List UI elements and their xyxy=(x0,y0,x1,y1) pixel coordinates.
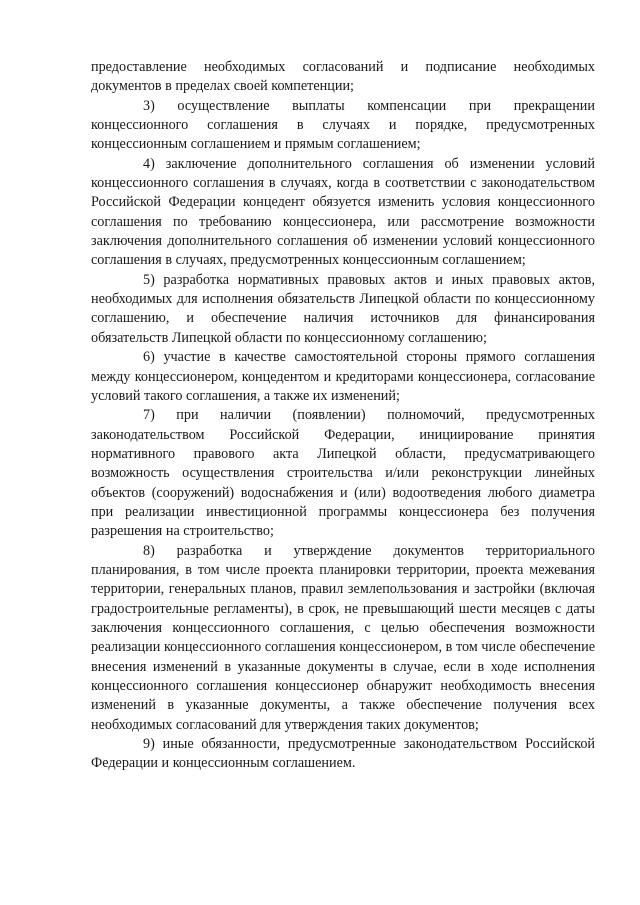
paragraph-item-8: 8) разработка и утверждение документов территориального планирования, в том числе проекта планировки территории, проекта межевания территории, генеральных планов, правил землепользования и застройки (включая градостроительные регламенты), в срок, не превышающий шести месяцев с даты заключения концессионного соглашения, с целью обеспечения возможности реализации концессионного соглашения концессионером, в том числе обеспечение внесения изменений в указанные документы в случае, если в ходе исполнения концессионного соглашения концессионер обнаружит необходимость внесения изменений в указанные документы, а также обеспечение получения всех необходимых согласований для утверждения таких документов; xyxy=(91,542,595,733)
paragraph-item-3: 3) осуществление выплаты компенсации при прекращении концессионного соглашения в случаях и порядке, предусмотренных концессионным соглашением и прямым соглашением; xyxy=(91,97,595,153)
paragraph-item-4: 4) заключение дополнительного соглашения об изменении условий концессионного соглашения в случаях, когда в соответствии с законодательством Российской Федерации концедент обязуется изменить условия концессионного соглашения по требованию концессионера, или рассмотрение возможности заключения дополнительного соглашения об изменении условий концессионного соглашения в случаях, предусмотренных концессионным соглашением; xyxy=(91,155,595,269)
paragraph-item-7: 7) при наличии (появлении) полномочий, предусмотренных законодательством Российской Федерации, инициирование принятия нормативного правового акта Липецкой области, предусматривающего возможность осуществления строительства и/или реконструкции линейных объектов (сооружений) водоснабжения и (или) водоотведения любого диаметра при реализации инвестиционной программы концессионера без получения разрешения на строительство; xyxy=(91,407,595,540)
paragraph-item-9: 9) иные обязанности, предусмотренные законодательством Российской Федерации и концессионным соглашением. xyxy=(91,736,595,772)
paragraph-item-6: 6) участие в качестве самостоятельной стороны прямого соглашения между концессионером, концедентом и кредиторами концессионера, согласование условий такого соглашения, а также их изменений; xyxy=(91,349,595,404)
paragraph-continuation: предоставление необходимых согласований и подписание необходимых документов в пределах своей компетенции; xyxy=(91,59,595,95)
paragraph-item-5: 5) разработка нормативных правовых актов и иных правовых актов, необходимых для исполнения обязательств Липецкой области по концессионному соглашению, и обеспечение наличия источников для финансирования обязательств Липецкой области по концессионному соглашению; xyxy=(91,271,595,346)
document-body xyxy=(91,58,595,774)
